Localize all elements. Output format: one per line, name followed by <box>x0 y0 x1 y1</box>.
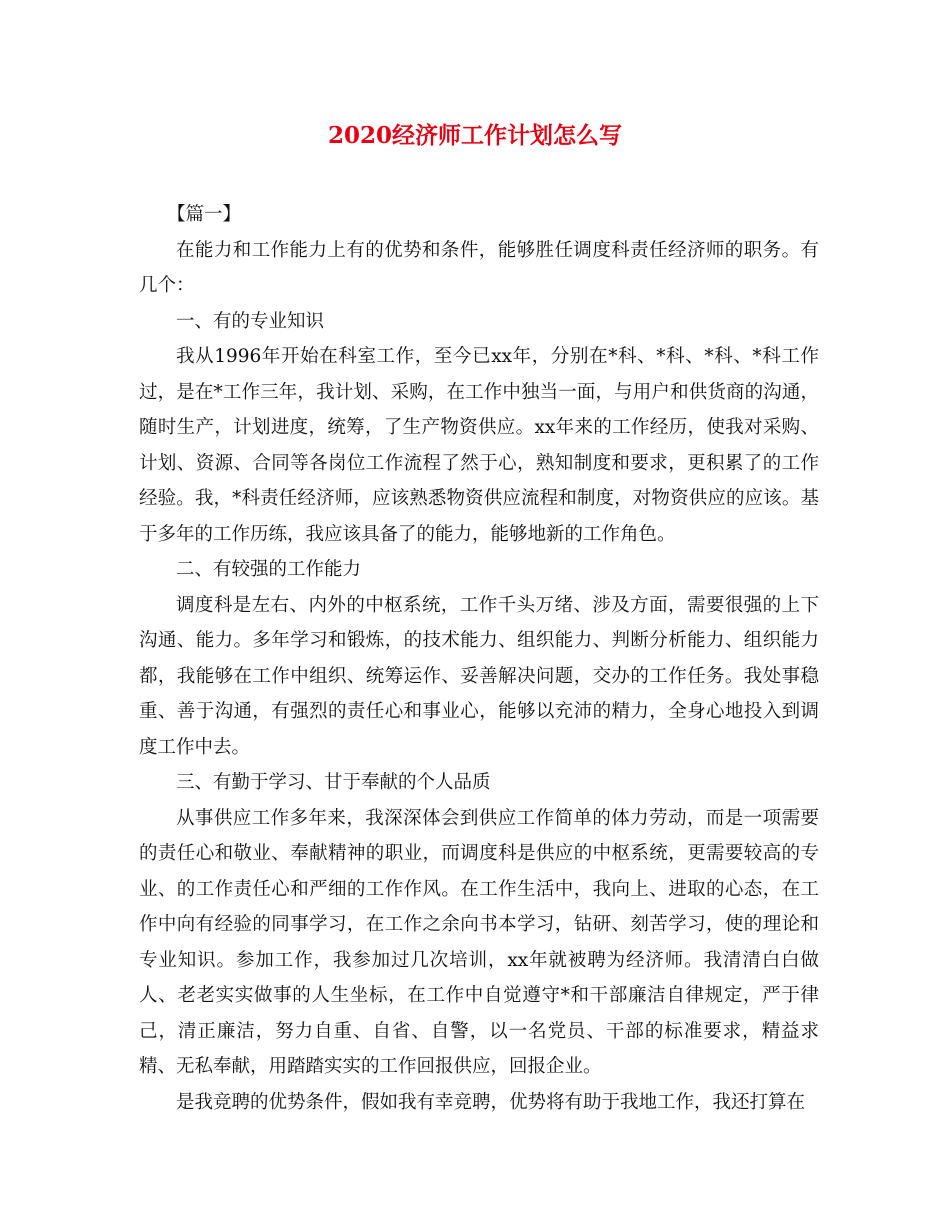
heading-personal-quality: 三、有勤于学习、甘于奉献的个人品质 <box>176 772 491 793</box>
paragraph-personal-quality: 从事供应工作多年来，我深深体会到供应工作简单的体力劳动，而是一项需要的责任心和敬业、奉献精神的职业，而调度科是供应的中枢系统，更需要较高的专业、的工作责任心和严细的工作作风。在工作生活中，我向上、进取的心态，在工作中向有经验的同事学习，在工作之余向书本学习，钻研、刻苦学习，使的理论和专业知识。参加工作，我参加过几次培训，xx年就被聘为经济师。我清清白白做人、老老实实做事的人生坐标，在工作中自觉遵守*和干部廉洁自律规定，严于律己，清正廉洁，努力自重、自省、自警，以一名党员、干部的标准要求，精益求精、无私奉献，用踏踏实实的工作回报供应，回报企业。 <box>139 807 819 1077</box>
section-tag: 【篇一】 <box>167 204 242 225</box>
document-body <box>139 197 819 1120</box>
document-title: 2020经济师工作计划怎么写 <box>327 122 622 149</box>
heading-professional-knowledge: 一、有的专业知识 <box>176 310 325 332</box>
paragraph-plan: 是我竞聘的优势条件，假如我有幸竞聘，优势将有助于我地工作，我还打算在 <box>176 1091 806 1113</box>
paragraph-work-experience: 我从1996年开始在科室工作，至今已xx年，分别在*科、*科、*科、*科工作过，是在*工作三年，我计划、采购，在工作中独当一面，与用户和供货商的沟通，随时生产，计划进度，统筹，了生产物资供应。xx年来的工作经历，使我对采购、计划、资源、合同等各岗位工作流程了然于心，熟知制度和要求，更积累了的工作经验。我，*科责任经济师，应该熟悉物资供应流程和制度，对物资供应的应该。基于多年的工作历练，我应该具备了的能力，能够地新的工作角色。 <box>139 346 819 545</box>
paragraph-intro: 在能力和工作能力上有的优势和条件，能够胜任调度科责任经济师的职务。有几个： <box>139 239 819 296</box>
heading-work-ability: 二、有较强的工作能力 <box>176 559 362 580</box>
paragraph-work-ability: 调度科是左右、内外的中枢系统，工作千头万绪、涉及方面，需要很强的上下沟通、能力。多年学习和锻炼，的技术能力、组织能力、判断分析能力、组织能力都，我能够在工作中组织、统筹运作、妥善解决问题，交办的工作任务。我处事稳重、善于沟通，有强烈的责任心和事业心，能够以充沛的精力，全身心地投入到调度工作中去。 <box>139 594 819 758</box>
